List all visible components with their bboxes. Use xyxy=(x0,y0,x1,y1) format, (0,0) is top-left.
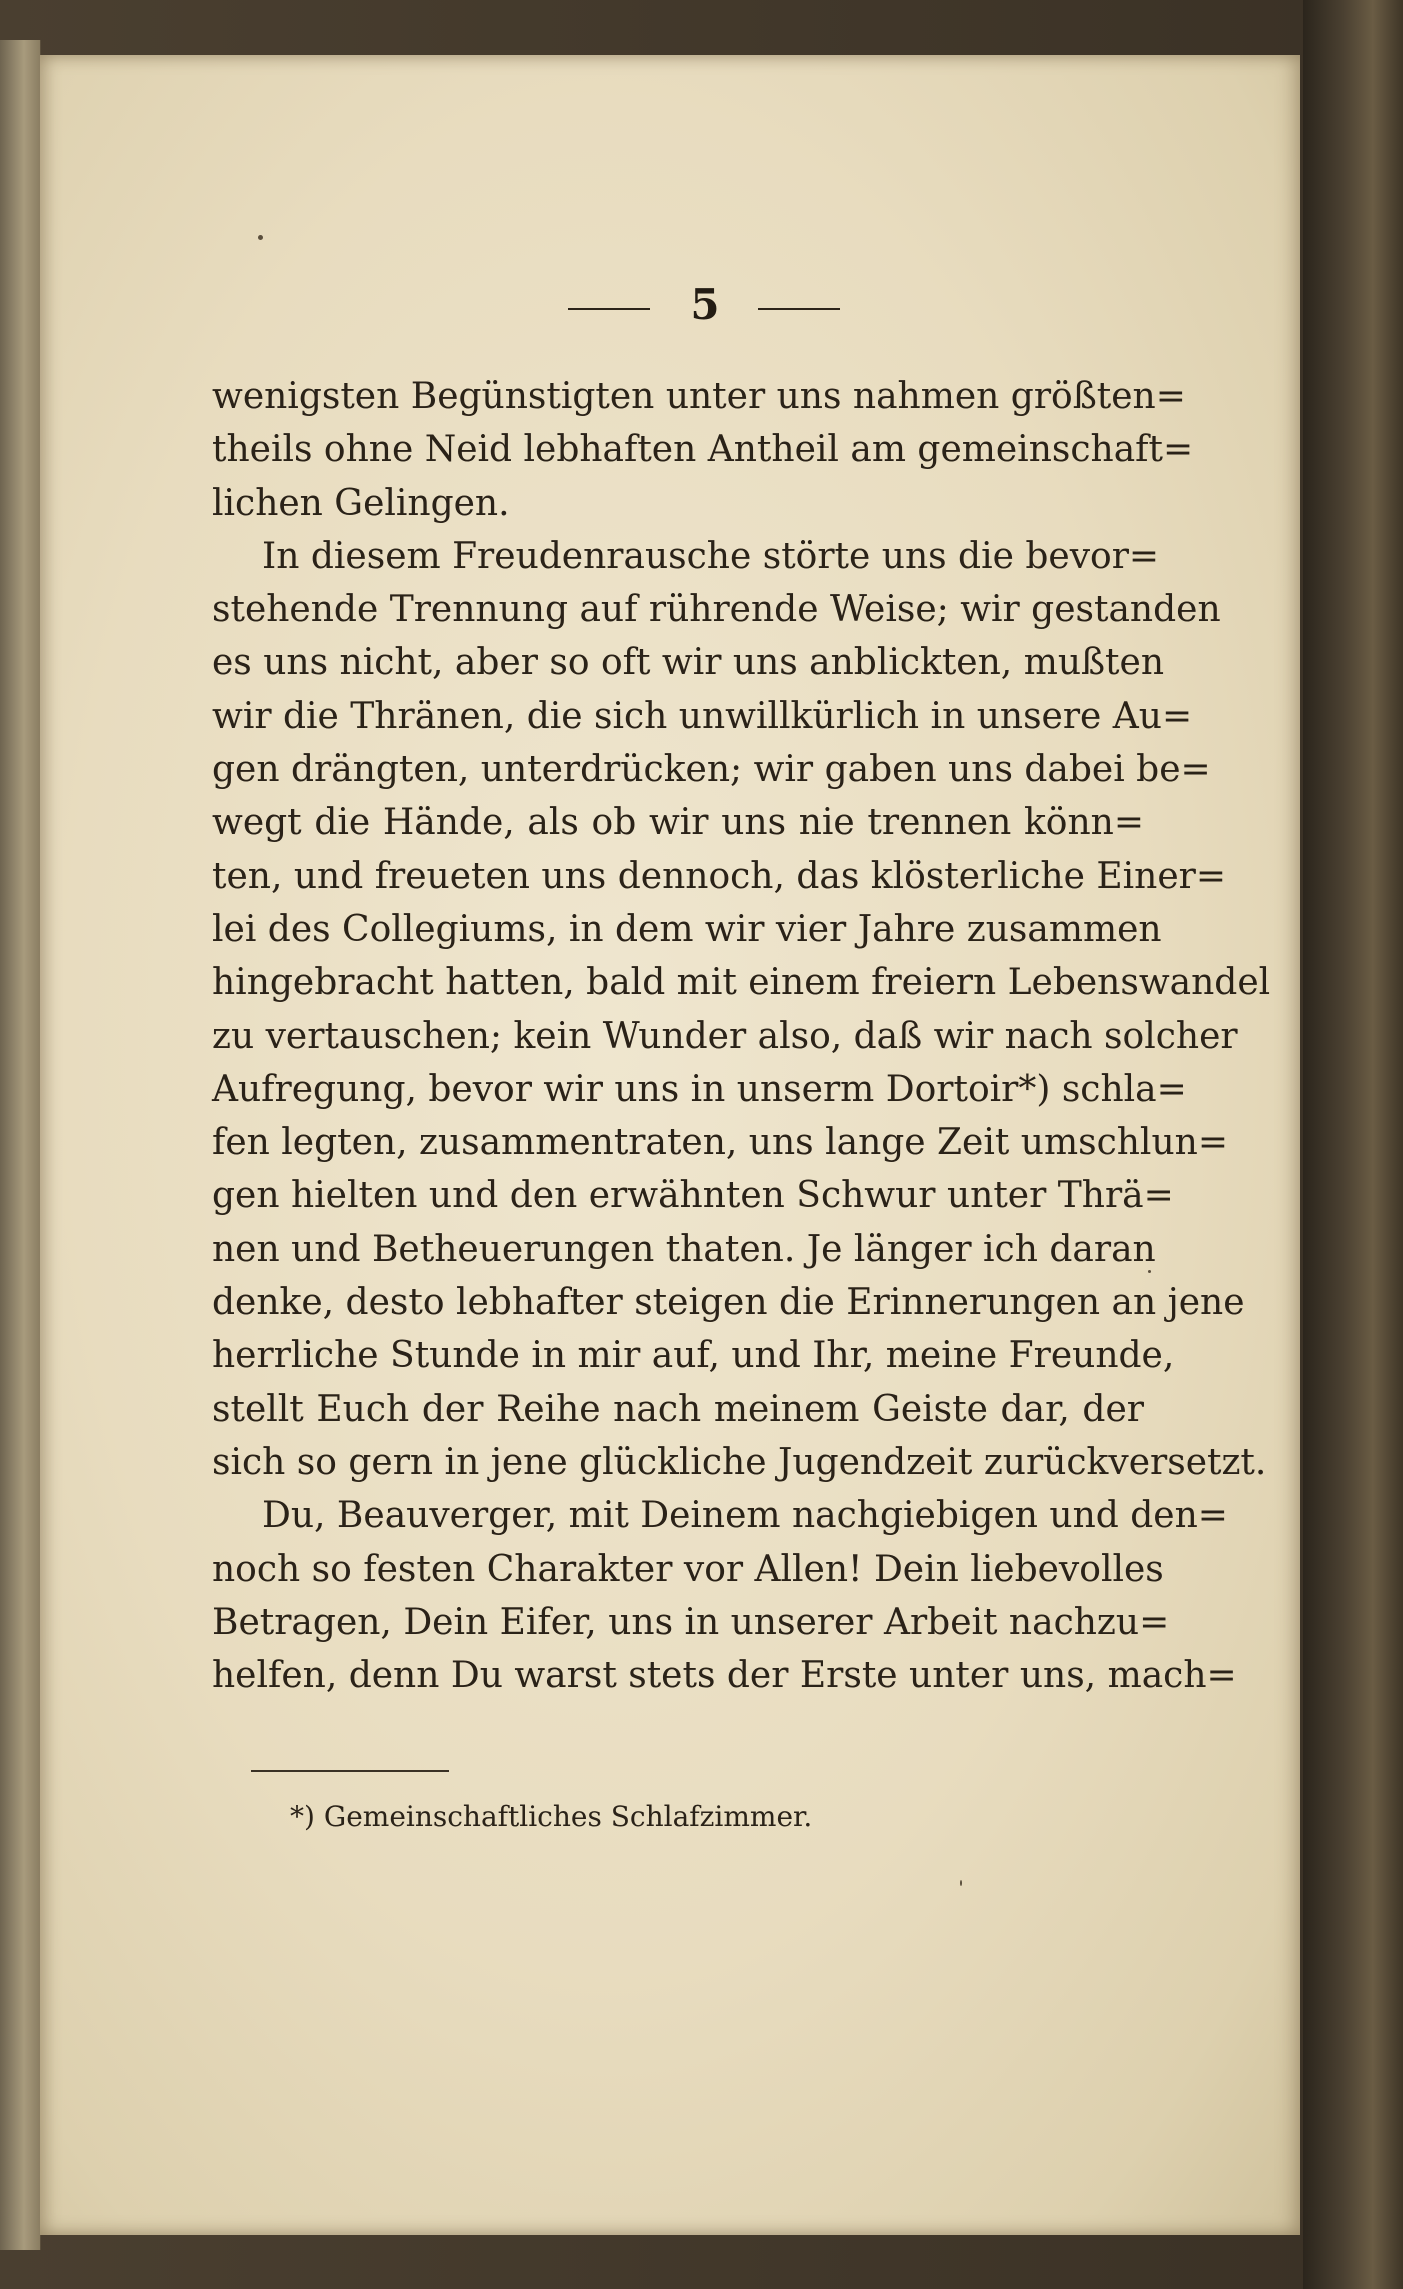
book-page xyxy=(40,55,1300,2235)
text-line: herrliche Stunde in mir auf, und Ihr, meine Freunde, xyxy=(212,1335,1175,1377)
text-line: es uns nicht, aber so oft wir uns anblickten, mußten xyxy=(212,642,1165,684)
text-line: theils ohne Neid lebhaften Antheil am gemeinschaft= xyxy=(212,429,1194,471)
header-rule-left xyxy=(568,308,650,310)
footnote-rule xyxy=(251,1770,449,1772)
text-line: zu vertauschen; kein Wunder also, daß wir nach solcher xyxy=(212,1015,1238,1057)
text-line: stellt Euch der Reihe nach meinem Geiste dar, der xyxy=(212,1388,1144,1430)
text-line: lei des Collegiums, in dem wir vier Jahre zusammen xyxy=(212,908,1162,950)
text-line: denke, desto lebhafter steigen die Erinnerungen an jene xyxy=(212,1282,1245,1324)
paper-speck xyxy=(258,235,263,240)
footnote: *) Gemeinschaftliches Schlafzimmer. xyxy=(290,1800,813,1833)
page-header xyxy=(40,280,1300,330)
text-line: gen hielten und den erwähnten Schwur unter Thrä= xyxy=(212,1175,1174,1217)
body-text xyxy=(212,370,1271,1702)
text-line: Betragen, Dein Eifer, uns in unserer Arbeit nachzu= xyxy=(212,1601,1170,1643)
book-cover-edge xyxy=(1303,0,1403,2289)
text-line: lichen Gelingen. xyxy=(212,482,510,524)
text-line: Aufregung, bevor wir uns in unserm Dortoir*) schla= xyxy=(212,1068,1187,1110)
text-line: noch so festen Charakter vor Allen! Dein liebevolles xyxy=(212,1548,1164,1590)
paper-speck xyxy=(1148,1270,1151,1273)
text-line: wegt die Hände, als ob wir uns nie trennen könn= xyxy=(212,802,1144,844)
paper-speck xyxy=(960,1880,962,1886)
text-line: ten, und freueten uns dennoch, das klösterliche Einer= xyxy=(212,855,1227,897)
header-rule-right xyxy=(758,308,840,310)
text-line: hingebracht hatten, bald mit einem freiern Lebenswandel xyxy=(212,962,1271,1004)
text-line: wir die Thränen, die sich unwillkürlich in unsere Au= xyxy=(212,695,1193,737)
text-line: helfen, denn Du warst stets der Erste unter uns, mach= xyxy=(212,1655,1237,1697)
text-line: Du, Beauverger, mit Deinem nachgiebigen und den= xyxy=(262,1495,1228,1537)
text-line: sich so gern in jene glückliche Jugendzeit zurückversetzt. xyxy=(212,1441,1267,1483)
previous-page-edge xyxy=(0,40,41,2250)
text-line: fen legten, zusammentraten, uns lange Zeit umschlun= xyxy=(212,1122,1228,1164)
page-number: 5 xyxy=(690,280,720,329)
text-line: stehende Trennung auf rührende Weise; wir gestanden xyxy=(212,589,1221,631)
text-line: nen und Betheuerungen thaten. Je länger ich daran xyxy=(212,1228,1156,1270)
text-line: gen drängten, unterdrücken; wir gaben uns dabei be= xyxy=(212,749,1211,791)
text-line: wenigsten Begünstigten unter uns nahmen größten= xyxy=(212,376,1186,417)
text-line: In diesem Freudenrausche störte uns die bevor= xyxy=(262,535,1160,577)
